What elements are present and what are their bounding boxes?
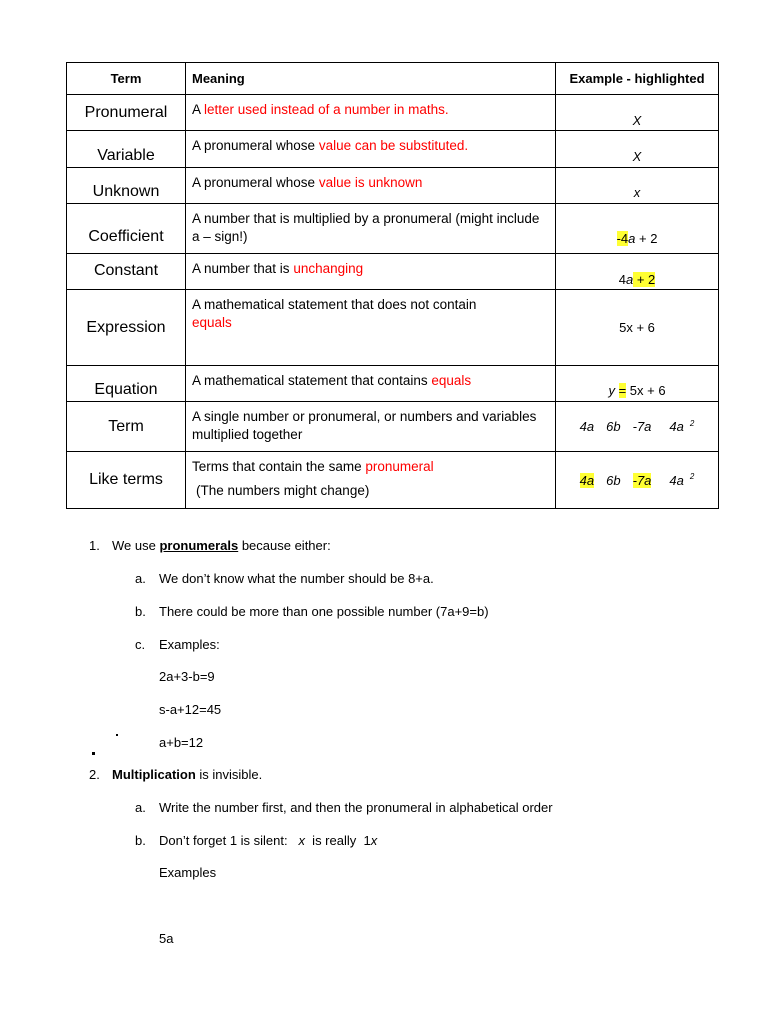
example-cell: 5x + 6: [556, 290, 719, 366]
term-cell: Variable: [67, 131, 186, 168]
table-row: [67, 366, 719, 402]
list-item: Multiplication is invisible.: [112, 767, 263, 782]
stray-mark: [92, 752, 95, 755]
meaning-cell: A mathematical statement that does not contain equals: [186, 290, 556, 366]
examples-label: Examples: [159, 865, 217, 880]
term-cell: Pronumeral: [67, 95, 186, 131]
example-cell: X: [556, 131, 719, 168]
term-cell: Term: [67, 402, 186, 452]
list-letter: a.: [135, 571, 146, 586]
example-line: a+b=12: [159, 735, 204, 750]
list-item: Don’t forget 1 is silent: x is really 1x: [159, 833, 378, 848]
meaning-cell: A pronumeral whose value is unknown: [186, 168, 556, 204]
example-cell: 4a + 2: [556, 254, 719, 290]
example-cell: x: [556, 168, 719, 204]
table-row: [67, 204, 719, 254]
list-letter: a.: [135, 800, 146, 815]
terminology-table: [66, 62, 719, 509]
term-cell: Unknown: [67, 168, 186, 204]
table-row: [67, 402, 719, 452]
example-cell: 4a 6b -7a 4a $^2$: [556, 452, 719, 509]
list-item: We don’t know what the number should be 8+a.: [159, 571, 434, 586]
list-letter: b.: [135, 604, 146, 619]
term-cell: Equation: [67, 366, 186, 402]
table-row: [67, 254, 719, 290]
list-item: We use pronumerals because either:: [112, 538, 331, 553]
example-line: 2a+3-b=9: [159, 669, 215, 684]
header-meaning: Meaning: [186, 63, 556, 95]
list-letter: c.: [135, 637, 146, 652]
term-cell: Expression: [67, 290, 186, 366]
meaning-cell: A number that is unchanging: [186, 254, 556, 290]
list-number: 1.: [89, 538, 100, 553]
header-example: Example - highlighted: [556, 63, 719, 95]
example-cell: 4a 6b -7a 4a $^2$: [556, 402, 719, 452]
list-letter: b.: [135, 833, 146, 848]
table-header-row: [67, 63, 719, 95]
meaning-cell: A single number or pronumeral, or numbers and variables multiplied together: [186, 402, 556, 452]
table-row: [67, 290, 719, 366]
list-item: Write the number first, and then the pronumeral in alphabetical order: [159, 800, 553, 815]
term-cell: Like terms: [67, 452, 186, 509]
header-term: Term: [67, 63, 186, 95]
meaning-cell: A mathematical statement that contains equals: [186, 366, 556, 402]
table-row: [67, 452, 719, 509]
meaning-cell: Terms that contain the same pronumeral (The numbers might change): [186, 452, 556, 509]
term-cell: Coefficient: [67, 204, 186, 254]
meaning-cell: A number that is multiplied by a pronumeral (might include a – sign!): [186, 204, 556, 254]
example-cell: y = 5x + 6: [556, 366, 719, 402]
table-row: [67, 95, 719, 131]
example-cell: X: [556, 95, 719, 131]
list-item: Examples:: [159, 637, 220, 652]
table-row: [67, 168, 719, 204]
table-row: [67, 131, 719, 168]
example-cell: -4a + 2: [556, 204, 719, 254]
example-line: s-a+12=45: [159, 702, 222, 717]
example-line: 5a: [159, 931, 174, 946]
term-cell: Constant: [67, 254, 186, 290]
list-number: 2.: [89, 767, 100, 782]
list-item: There could be more than one possible number (7a+9=b): [159, 604, 489, 619]
meaning-cell: A pronumeral whose value can be substituted.: [186, 131, 556, 168]
stray-mark: [116, 734, 118, 736]
meaning-cell: A letter used instead of a number in maths.: [186, 95, 556, 131]
